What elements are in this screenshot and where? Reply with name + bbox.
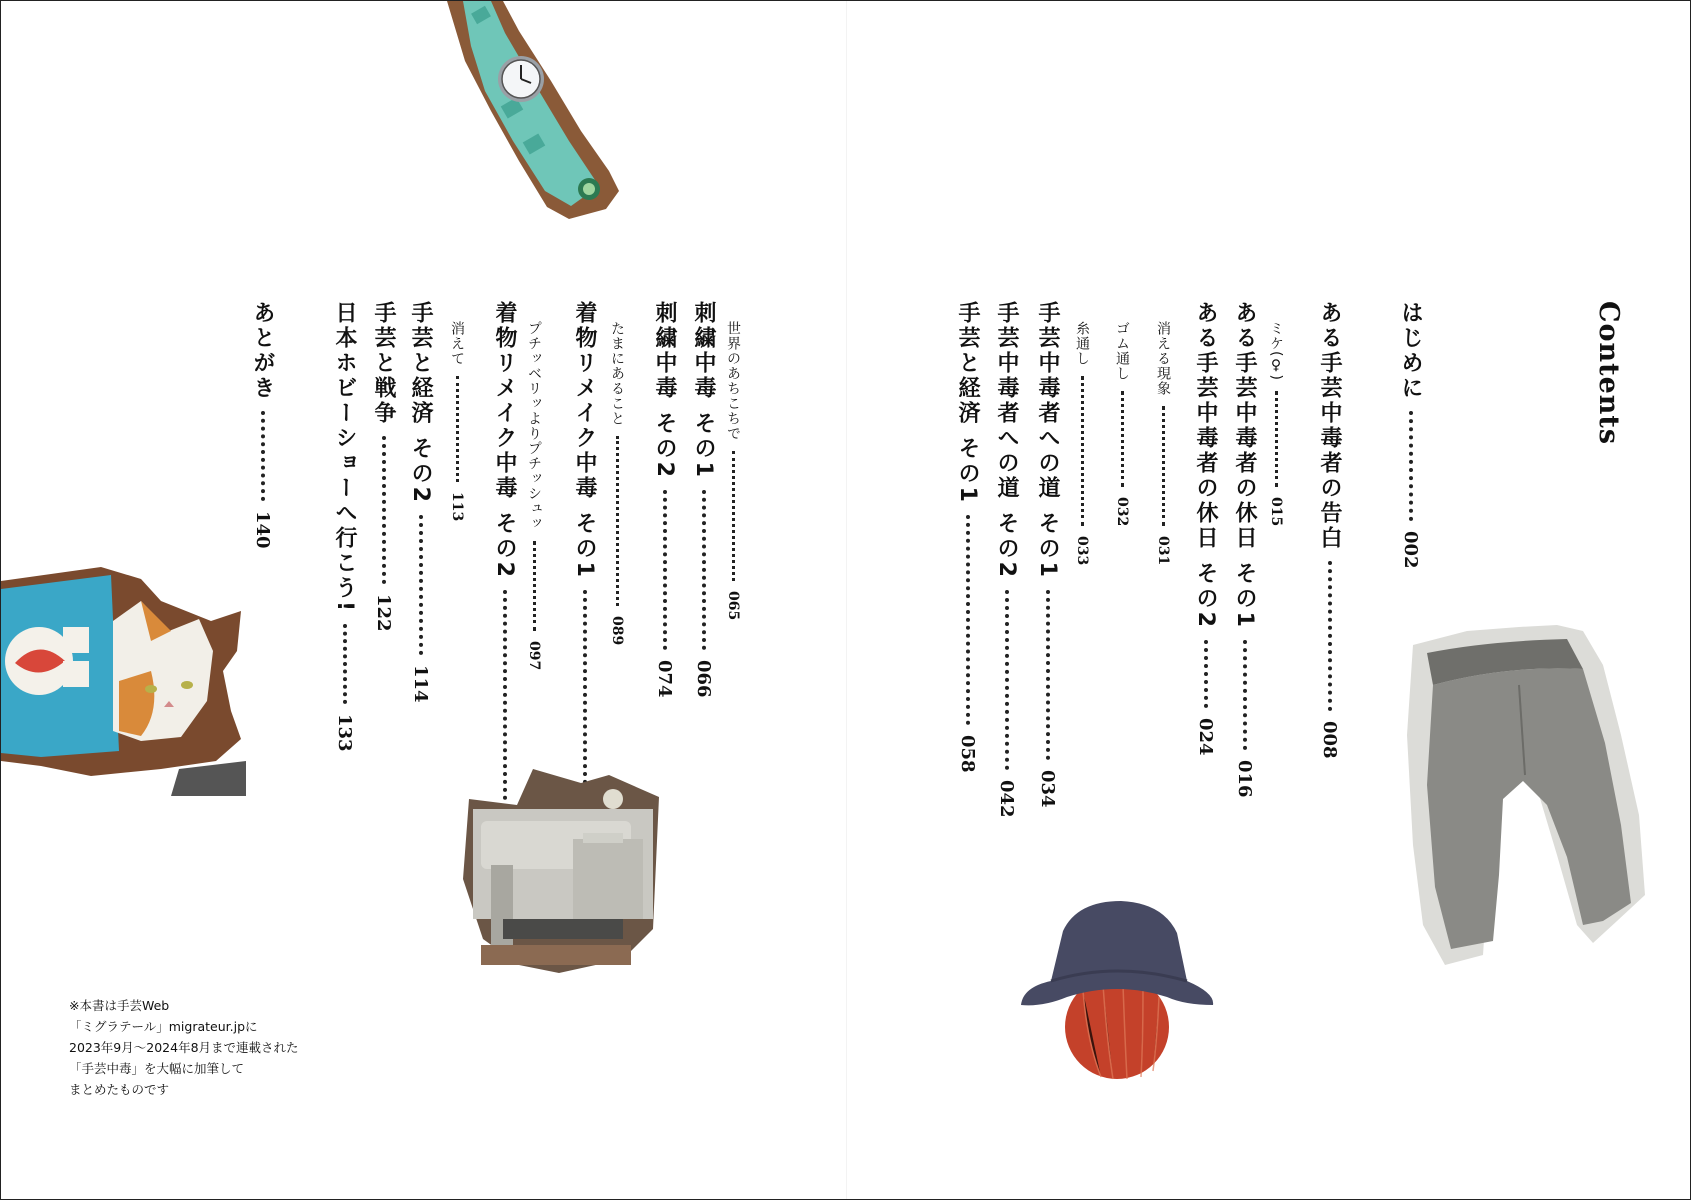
toc-page-number: 042 <box>996 779 1017 818</box>
toc-entry[interactable] <box>991 301 1022 818</box>
toc-title: ゴム通し <box>1114 321 1130 381</box>
toc-page-number: 097 <box>526 641 542 671</box>
toc-entry[interactable] <box>952 301 983 773</box>
leader-dots <box>419 515 423 655</box>
toc-title: 着物リメイク中毒 その1 <box>572 301 597 580</box>
cat-icon <box>1 561 246 796</box>
note-line: 2023年9月〜2024年8月まで連載された <box>69 1040 299 1055</box>
toc-title: 消える現象 <box>1155 321 1171 396</box>
toc-page-number: 113 <box>449 492 465 522</box>
leader-dots <box>382 436 386 584</box>
toc-title: 消えて <box>449 321 465 366</box>
leader-dots <box>663 490 667 650</box>
toc-entry[interactable] <box>1153 321 1173 565</box>
toc-title: ある手芸中毒者の告白 <box>1317 301 1342 551</box>
toc-page-number: 002 <box>1400 531 1421 569</box>
toc-entry[interactable] <box>1190 301 1221 756</box>
toc-page-number: 034 <box>1037 769 1058 808</box>
leader-dots <box>456 376 459 482</box>
leader-dots <box>343 624 347 704</box>
toc-title: 手芸と経済 その2 <box>408 301 433 505</box>
toc-title: たまにあること <box>609 321 625 426</box>
leader-dots <box>1275 391 1278 487</box>
toc-title: 世界のあちこちで <box>725 321 741 441</box>
toc-page-number: 065 <box>725 591 741 621</box>
toc-title: ある手芸中毒者の休日 その1 <box>1232 301 1257 630</box>
contents-heading: Contents <box>1593 301 1624 446</box>
note-line: 「手芸中毒」を大幅に加筆して <box>69 1061 245 1076</box>
leader-dots <box>261 411 265 501</box>
toc-page-number: 074 <box>654 659 675 698</box>
leader-dots <box>616 436 619 606</box>
toc-entry[interactable] <box>607 321 627 645</box>
wristwatch-icon <box>441 1 621 223</box>
leader-dots <box>1204 640 1208 708</box>
toc-entry[interactable] <box>524 321 544 670</box>
sewing-machine-icon <box>463 769 659 973</box>
toc-page-number: 122 <box>373 594 394 632</box>
toc-page-number: 114 <box>410 664 431 703</box>
note-line: ※本書は手芸Web <box>69 998 170 1013</box>
toc-page-number: 033 <box>1074 536 1090 566</box>
toc-entry[interactable] <box>569 301 600 848</box>
toc-entry[interactable] <box>1395 301 1426 569</box>
toc-entry[interactable] <box>688 301 719 698</box>
leader-dots <box>1328 561 1332 711</box>
toc-title: 手芸と戦争 <box>371 301 396 426</box>
toc-page-number: 133 <box>334 714 355 752</box>
leader-dots <box>1409 411 1413 521</box>
toc-title: あとがき <box>250 301 275 401</box>
toc-title: はじめに <box>1398 301 1423 401</box>
leader-dots <box>732 451 735 581</box>
toc-title: ある手芸中毒者の休日 その2 <box>1193 301 1218 630</box>
toc-entry[interactable] <box>1266 321 1286 526</box>
hat-on-ball-icon <box>1017 901 1219 1091</box>
toc-title: 手芸と経済 その1 <box>955 301 980 505</box>
toc-entry[interactable] <box>1229 301 1260 798</box>
toc-page-number: 140 <box>252 511 273 549</box>
toc-title: 手芸中毒者への道 その2 <box>994 301 1019 580</box>
toc-title: 着物リメイク中毒 その2 <box>492 301 517 580</box>
leader-dots <box>966 515 970 725</box>
leader-dots <box>702 490 706 650</box>
leader-dots <box>1046 590 1050 760</box>
gutter-line <box>846 1 847 1199</box>
toc-entry[interactable] <box>1032 301 1063 808</box>
toc-title: 日本ホビーショーへ行こう! <box>332 301 357 615</box>
toc-entry[interactable] <box>1314 301 1345 759</box>
publication-note <box>69 995 299 1100</box>
leader-dots <box>1162 406 1165 526</box>
toc-title: 刺繍中毒 その1 <box>691 301 716 480</box>
toc-entry[interactable] <box>405 301 436 703</box>
toc-page-number: 008 <box>1319 721 1340 759</box>
toc-entry[interactable] <box>1072 321 1092 565</box>
leader-dots <box>1243 640 1247 750</box>
toc-entry[interactable] <box>447 321 467 521</box>
toc-title: プチッベリッよりプチッシュッ <box>526 321 542 531</box>
toc-title: 手芸中毒者への道 その1 <box>1035 301 1060 580</box>
pants-icon <box>1407 625 1647 965</box>
leader-dots <box>1121 391 1124 487</box>
leader-dots <box>1005 590 1009 770</box>
toc-page-number: 058 <box>957 734 978 773</box>
toc-entry[interactable] <box>649 301 680 698</box>
toc-title: 刺繍中毒 その2 <box>652 301 677 480</box>
toc-page-number: 089 <box>609 616 625 646</box>
toc-entry[interactable] <box>368 301 399 632</box>
toc-page-number: 032 <box>1114 497 1130 527</box>
note-line: 「ミグラテール」migrateur.jpに <box>69 1019 258 1034</box>
toc-page-number: 015 <box>1268 496 1284 527</box>
toc-page-number: 024 <box>1195 717 1216 756</box>
note-line: まとめたものです <box>69 1082 170 1097</box>
toc-entry[interactable] <box>1112 321 1132 526</box>
toc-page-number: 016 <box>1234 759 1255 798</box>
toc-title: 糸通し <box>1074 321 1090 366</box>
leader-dots <box>1081 376 1084 526</box>
toc-page-number: 066 <box>693 659 714 698</box>
leader-dots <box>533 541 536 631</box>
toc-entry[interactable] <box>247 301 278 549</box>
toc-entry[interactable] <box>723 321 743 620</box>
toc-entry[interactable] <box>329 301 360 752</box>
toc-title: ミケ(♀) <box>1268 321 1284 381</box>
toc-entry[interactable] <box>489 301 520 848</box>
toc-page-number: 031 <box>1155 536 1171 566</box>
